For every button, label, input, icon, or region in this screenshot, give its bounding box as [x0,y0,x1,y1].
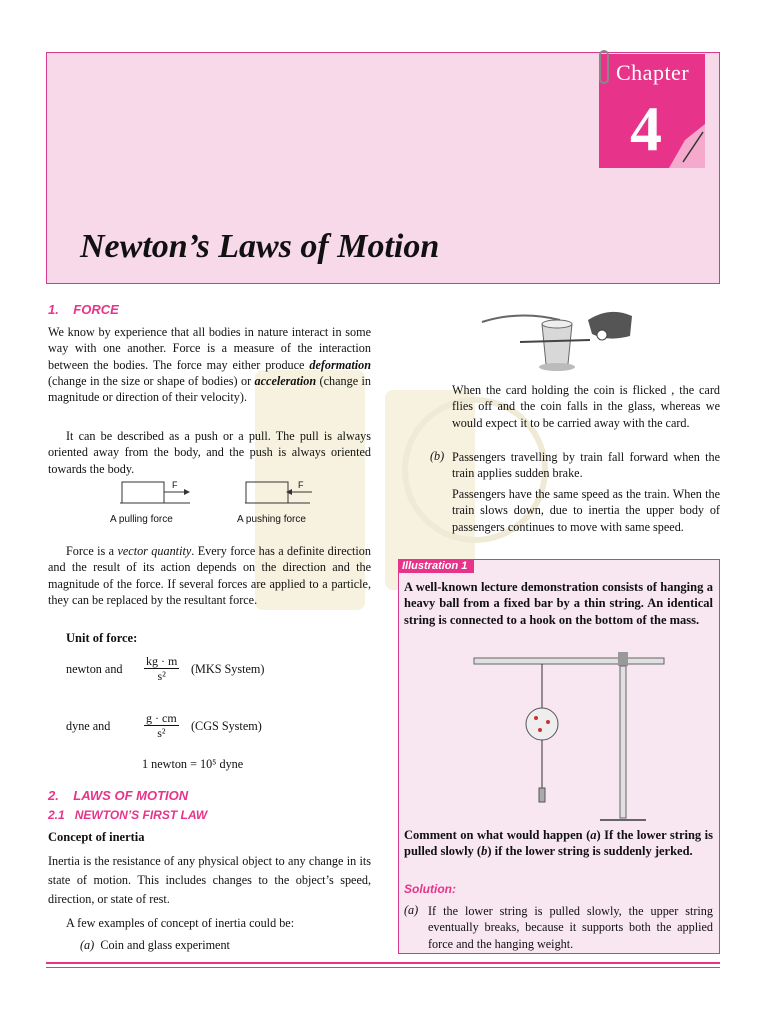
term-acceleration: acceleration [254,373,317,388]
subsection-2-1-heading [48,808,207,822]
illustration-question: A well-known lecture demonstration consists of hanging a heavy ball from a fixed bar by a thin string. An identical string is connected to a hook on the bottom of the mass. [404,580,713,627]
illustration-tag: Illustration 1 [398,559,474,573]
unit-of-force-heading: Unit of force: [66,631,138,645]
dyne-label: dyne and [66,719,111,733]
train-brake-text: Passengers travelling by train fall forward when the train applies sudden brake. [452,450,720,481]
newton-label: newton and [66,662,123,676]
subsection-title: NEWTON’S FIRST LAW [74,808,208,822]
solution-a-text: If the lower string is pulled slowly, the upper string eventually breaks, because it supports both the applied force and the hanging weight. [428,904,713,951]
text-span: ) If the lower string is pulled slowly ( [404,828,713,859]
solution-label: Solution: [404,882,456,896]
text-span: . Every force has a definite direction and the result of its action depends on the direction and the magnitude of the force. If several forces are applied to a particle, they can be replaced by the resultant force. [48,544,371,607]
mks-label: (MKS System) [191,662,265,676]
marker-a: a [590,828,597,842]
fraction-numerator: g · cm [146,711,177,725]
dyne-fraction [144,711,179,740]
section-title: FORCE [73,302,119,317]
section-number: 2. [48,788,59,803]
newton-fraction [144,654,179,683]
term-deformation: deformation [309,357,371,372]
footer-rule-bottom [46,967,720,968]
fraction-numerator: kg · m [146,654,178,668]
concept-inertia-text: Inertia is the resistance of any physical object to any change in its state of motion. This includes changes to the object’s speed, direction, or state of rest. [48,854,371,906]
text-span: (change in magnitude or direction of their velocity). [48,373,371,405]
chapter-number: 4 [630,93,662,164]
list-marker-b: (b) [430,449,445,463]
newton-dyne-conversion: 1 newton = 10⁵ dyne [142,757,244,771]
section-number: 1. [48,302,59,317]
examples-intro: A few examples of concept of inertia could be: [66,916,295,930]
text-span: Force is a [66,544,118,558]
cgs-label: (CGS System) [191,719,262,733]
term-vector-quantity: vector quantity [117,544,192,558]
force-f-label-pull: F [172,480,178,490]
section-title: LAWS OF MOTION [73,788,189,803]
force-paragraph-1 [48,324,371,405]
pulling-force-caption: A pulling force [110,514,173,525]
concept-inertia-heading: Concept of inertia [48,830,145,844]
text-span: We know by experience that all bodies in nature interact in some way with one another. Force is a measure of the interaction between the bodies. The force may either produce [48,325,371,372]
hanging-ball-diagram [470,648,670,824]
text-span: Comment on what would happen ( [404,828,591,842]
train-inertia-text: Passengers have the same speed as the train. When the train slows down, due to inertia the upper body of passengers continues to move with same speed. [452,487,720,534]
marker-b: b [481,844,488,859]
section-2-heading [48,788,188,803]
coin-glass-image [480,302,640,374]
card-coin-text: When the card holding the coin is flicked , the card flies off and the coin falls in the glass, whereas we would expect it to be carried away with the card. [452,383,720,430]
fraction-denominator: s² [157,669,166,683]
solution-marker-a: (a) [404,903,419,917]
footer-rule-top [46,962,720,964]
text-span: (change in the size or shape of bodies) or [48,373,255,388]
paperclip-icon [599,50,609,84]
chapter-label: Chapter [616,60,690,85]
force-f-label-push: F [298,480,304,490]
force-paragraph-3 [48,543,371,608]
pushing-force-caption: A pushing force [237,514,306,525]
example-a [80,938,230,953]
page-title: Newton’s Laws of Motion [80,228,440,265]
illustration-prompt [404,827,713,860]
section-1-heading [48,302,119,317]
example-text: Coin and glass experiment [100,938,230,952]
subsection-number: 2.1 [48,808,65,822]
force-paragraph-2: It can be described as a push or a pull. The pull is always oriented away from the body, and the push is always oriented towards the body. [48,429,371,476]
list-marker: (a) [80,938,95,952]
text-span: ) if the lower string is suddenly jerked. [487,844,693,859]
fraction-denominator: s² [157,726,166,740]
